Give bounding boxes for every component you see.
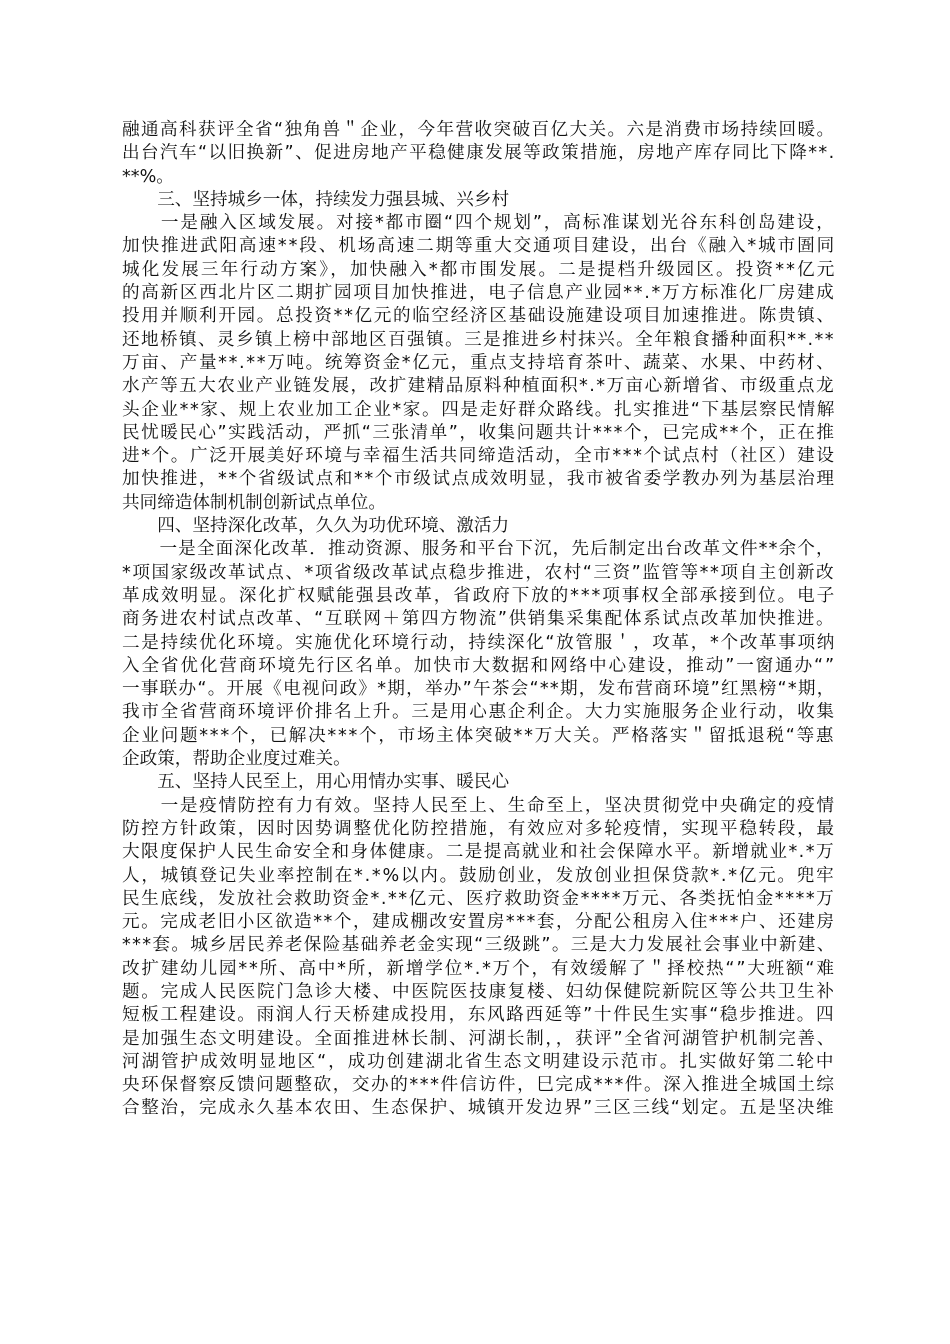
text-line: 五、坚持人民至上，用心用情办实事、暖民心 <box>122 772 510 793</box>
text-line: 民生底线，发放社会救助资金*.**亿元、医疗救助资金****万元、各类抚怕金****万 <box>122 888 836 909</box>
text-line: 商务进农村试点改革、“互联网＋第四方物流”供销集采集配体系试点改革加快推进。 <box>122 609 836 630</box>
text-line: 城化发展三年行动方案》，加快融入*都市围发展。二是提档升级园区。投资**亿元 <box>122 259 837 280</box>
document-body <box>122 119 837 1121</box>
text-line: **%。 <box>122 166 174 187</box>
text-line: 合整治，完成永久基本农田、生态保护、城镇开发边界”三区三线“划定。五是坚决维 <box>122 1098 836 1119</box>
text-line: 一是全面深化改革．推动资源、服务和平台下沉，先后制定出台改革文件**余个， <box>122 539 835 560</box>
text-line: 万亩、产量**.**万吨。统筹资金*亿元，重点支持培育茶叶、蔬菜、水果、中药材、 <box>122 352 836 373</box>
text-line: 头企业**家、规上农业加工企业*家。四是走好群众路线。扎实推进“下基层察民情解 <box>122 399 836 420</box>
text-line: 题。完成人民医院门急诊大楼、中医院医技康复楼、妇幼保健院新院区等公共卫生补 <box>122 981 836 1002</box>
text-line: 融通高科获评全省“独角兽＂企业，今年营收突破百亿大关。六是消费市场持续回暖。 <box>122 120 836 140</box>
text-line: 央环保督察反馈问题整砍，交办的***件信访件，巳完成***件。深入推进全城国土综 <box>122 1075 836 1096</box>
text-line: 二是持续优化环境。实施优化环境行动，持续深化“放管服＇，攻革，*个改革事项纳 <box>122 632 836 653</box>
text-line: 一是融入区域发展。对接*都市圈“四个规划”，高标准谋划光谷东科创岛建设， <box>122 213 836 234</box>
text-line: 河湖管护成效明显地区“，成功创建湖北省生态文明建设示范市。扎实做好第二轮中 <box>122 1051 836 1072</box>
text-line: ***套。城乡居民养老保险基础养老金实现“三级跳”。三是大力发展社会事业中新建、 <box>122 935 836 956</box>
text-line: 民忧暖民心”实践活动，严抓“三张清单”，收集问题共计***个，已完成**个，正在推 <box>122 422 836 443</box>
text-line: 人，城镇登记失业率控制在*.*%以内。鼓励创业，发放创业担保贷款*.*亿元。兜牢 <box>122 865 836 886</box>
text-line: 大限度保护人民生命安全和身体健康。二是提高就业和社会保障水平。新增就业*.*万 <box>122 842 836 863</box>
text-line: 入全省优化营商环境先行区名单。加快市大数据和网络中心建设，推动”一窗通办“” <box>122 655 836 676</box>
text-line: 加快推进，**个省级试点和**个市级试点成效明显，我市被省委学教办列为基层治理 <box>122 469 836 490</box>
text-line: 还地桥镇、灵乡镇上榜中部地区百强镇。三是推进乡村抹兴。全年粮食播种面积**.** <box>122 329 835 350</box>
text-line: 水产等五大农业产业链发展，改扩建精品原料种植面积*.*万亩心新增省、市级重点龙 <box>122 376 836 397</box>
text-line: 出台汽车“以旧换新”、促进房地产平稳健康发展等政策措施，房地产库存同比下降**. <box>122 143 836 164</box>
text-line: 一是疫情防控有力有效。坚持人民至上、生命至上，坚决贯彻党中央确定的疫情 <box>122 795 836 816</box>
text-line: 短板工程建设。雨润人行天桥建成投用，东风路西延等”十件民生实事“稳步推进。四 <box>122 1005 836 1026</box>
text-line: 共同缔造体制机制创新试点单位。 <box>122 492 386 513</box>
text-line: 防控方针政策，因时因势调整优化防控措施，有效应对多轮疫情，实现平稳转段，最 <box>122 818 836 839</box>
text-line: 加快推进武阳高速**段、机场高速二期等重大交通项目建设，出台《融入*城市圄同 <box>122 236 837 257</box>
text-line: 是加强生态文明建设。全面推进林长制、河湖长制，，获评”全省河湖管护机制完善、 <box>122 1028 836 1049</box>
text-line: 一事联办“。开展《电视问政》*期，举办”午茶会“**期，发布营商环境”红黑榜“*期， <box>122 679 836 700</box>
text-line: 进*个。广泛开展美好环境与幸福生活共同缔造活动，全市***个试点村（社区）建设 <box>122 446 836 467</box>
text-line: 的高新区西北片区二期扩园项目加快推进，电子信息产业园**.*万方标准化厂房建成 <box>122 283 836 304</box>
text-line: 四、坚持深化改革，久久为功优环境、激活力 <box>122 516 510 537</box>
text-line: 我市全省营商环境评价排名上升。三是用心惠企利企。大力实施服务企业行动，收集 <box>122 702 836 723</box>
text-line: 企政策，帮助企业度过难关。 <box>122 749 351 770</box>
text-line: 革成效明显。深化扩权赋能强县改革，省政府下放的***项事权全部承接到位。电子 <box>122 585 837 606</box>
text-line: 企业问题***个，已解决***个，市场主体突破**万大关。严格落实＂留抵退税“等惠 <box>122 725 836 746</box>
text-line: 三、坚持城乡一体，持续发力强县城、兴乡村 <box>122 189 510 210</box>
text-line: *项国家级改革试点、*项省级改革试点稳步推进，农村“三资”监管等**项自主创新改 <box>122 562 836 583</box>
text-line: 元。完成老旧小区欲造**个，建成棚改安置房***套，分配公租房入住***户、还建房 <box>122 912 836 933</box>
text-line: 改扩建幼儿园**所、高中*所，新增学位*.*万个，有效缓解了＂择校热“”大班额“难 <box>122 958 836 979</box>
text-line: 投用并顺利开园。总投资**亿元的临空经济区基础设施建设项目加速推进。陈贵镇、 <box>122 306 836 327</box>
